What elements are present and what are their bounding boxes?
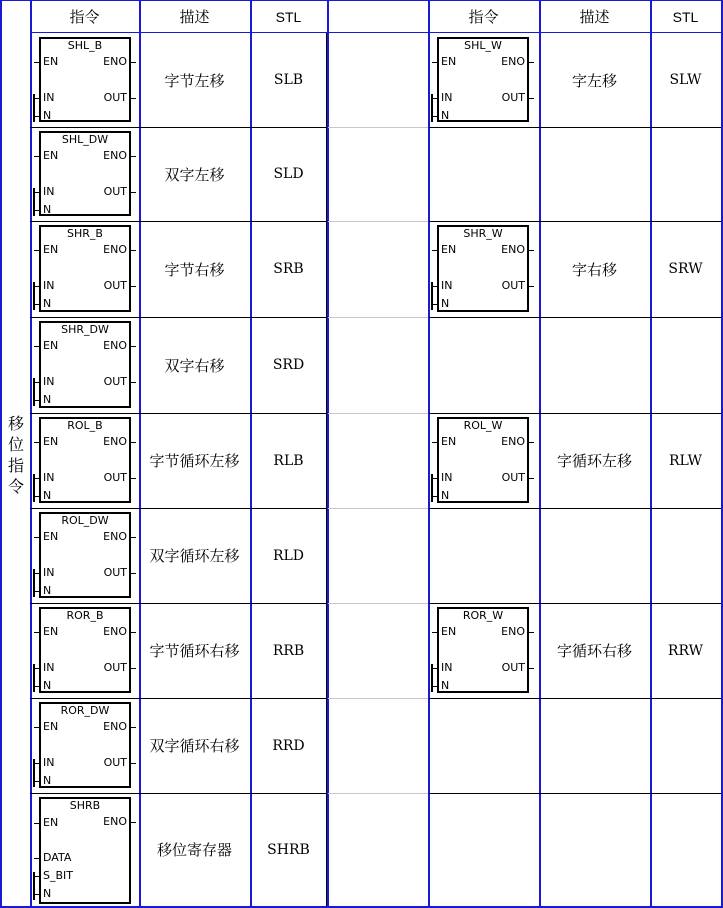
- pin-en: EN: [43, 55, 59, 68]
- pin-stub-right: [131, 286, 136, 287]
- pin-n: N: [43, 109, 52, 122]
- pin-stub-right: [131, 156, 136, 157]
- category-label: [3, 413, 29, 497]
- pin-stub-right: [131, 442, 136, 443]
- header-stl: STL: [275, 8, 302, 25]
- pin-en: EN: [43, 149, 59, 162]
- function-block[interactable]: [39, 417, 131, 503]
- block-name: ROL_B: [67, 419, 103, 432]
- grid-column-line: [327, 0, 329, 908]
- function-block[interactable]: [39, 797, 131, 904]
- pin-stub-left: [34, 250, 39, 251]
- pin-stub-right: [529, 632, 534, 633]
- power-rail: [33, 759, 35, 787]
- power-rail: [33, 94, 35, 122]
- pin-stub-right: [529, 442, 534, 443]
- stl-mnemonic: SHRB: [267, 841, 310, 858]
- pin-n: N: [43, 203, 52, 216]
- block-name: SHL_B: [67, 39, 103, 52]
- instruction-description: 字节右移: [164, 260, 225, 279]
- row-divider: [328, 317, 428, 318]
- header-stl-right: STL: [672, 8, 699, 25]
- pin-in: IN: [43, 756, 55, 769]
- pin-n: N: [43, 393, 52, 406]
- pin-in: IN: [43, 185, 55, 198]
- power-rail: [33, 188, 35, 216]
- pin-stub-left: [34, 442, 39, 443]
- block-name: ROR_W: [462, 609, 504, 622]
- pin-stub-left: [34, 346, 39, 347]
- function-block[interactable]: [39, 702, 131, 788]
- pin-out: OUT: [103, 661, 127, 674]
- instruction-description: 移位寄存器: [156, 841, 232, 859]
- row-divider: [328, 508, 428, 509]
- pin-in: IN: [43, 375, 55, 388]
- pin-out: OUT: [501, 91, 525, 104]
- block-name: ROR_DW: [60, 704, 110, 717]
- row-divider: [429, 698, 721, 699]
- stl-mnemonic: SRB: [273, 261, 304, 277]
- pin-in: IN: [43, 661, 55, 674]
- pin-out: OUT: [103, 91, 127, 104]
- power-rail: [431, 282, 433, 310]
- stl-mnemonic: RLD: [272, 547, 305, 564]
- power-rail: [431, 94, 433, 122]
- stl-mnemonic: SRW: [668, 261, 703, 277]
- pin-en: EN: [441, 625, 457, 638]
- pin-stub-right: [131, 763, 136, 764]
- pin-n: N: [441, 679, 450, 692]
- stl-mnemonic: RRB: [272, 642, 305, 659]
- pin-stub-left: [34, 537, 39, 538]
- pin-stub-right: [131, 573, 136, 574]
- pin-n: N: [43, 887, 52, 900]
- power-rail: [33, 378, 35, 406]
- instruction-description: 双字循环左移: [149, 547, 240, 565]
- pin-in: IN: [43, 91, 55, 104]
- instruction-description: 字节循环右移: [149, 642, 240, 660]
- row-divider: [328, 413, 428, 414]
- grid-column-line: [0, 0, 2, 908]
- pin-n: N: [441, 109, 450, 122]
- pin-eno: ENO: [501, 55, 525, 68]
- header-description: 描述: [179, 8, 210, 26]
- pin-stub-right: [529, 98, 534, 99]
- pin-stub-right: [131, 346, 136, 347]
- function-block[interactable]: [437, 417, 529, 503]
- pin-en: EN: [43, 530, 59, 543]
- pin-eno: ENO: [103, 149, 127, 162]
- pin-en: EN: [43, 435, 59, 448]
- power-rail: [33, 474, 35, 502]
- pin-eno: ENO: [103, 720, 127, 733]
- pin-data: DATA: [43, 851, 72, 864]
- row-divider: [429, 508, 721, 509]
- pin-n: N: [43, 297, 52, 310]
- category-char: 移: [7, 414, 24, 433]
- stl-mnemonic: SLB: [273, 72, 304, 88]
- pin-in: IN: [441, 661, 453, 674]
- pin-stub-right: [529, 286, 534, 287]
- pin-in: IN: [441, 471, 453, 484]
- pin-in: IN: [43, 471, 55, 484]
- pin-in: IN: [441, 91, 453, 104]
- instruction-description: 字循环右移: [556, 642, 632, 660]
- block-name: SHL_W: [464, 39, 502, 52]
- instruction-description: 字节左移: [164, 71, 225, 90]
- block-name: SHR_W: [463, 227, 503, 240]
- instruction-description: 双字右移: [164, 356, 225, 375]
- function-block[interactable]: [39, 607, 131, 693]
- block-name: SHRB: [69, 799, 101, 812]
- row-divider: [429, 793, 721, 794]
- power-rail: [431, 664, 433, 692]
- pin-out: OUT: [103, 471, 127, 484]
- pin-stub-right: [131, 478, 136, 479]
- pin-stub-left: [432, 442, 437, 443]
- pin-eno: ENO: [103, 435, 127, 448]
- block-name: ROL_DW: [61, 514, 109, 527]
- pin-stub-right: [131, 192, 136, 193]
- pin-eno: ENO: [501, 243, 525, 256]
- pin-stub-right: [131, 537, 136, 538]
- pin-eno: ENO: [103, 815, 127, 828]
- instruction-description: 字左移: [571, 71, 617, 90]
- pin-out: OUT: [103, 375, 127, 388]
- instruction-description: 字右移: [571, 260, 617, 279]
- row-divider: [429, 127, 721, 128]
- pin-n: N: [441, 489, 450, 502]
- pin-eno: ENO: [103, 625, 127, 638]
- pin-n: N: [43, 584, 52, 597]
- pin-en: EN: [43, 339, 59, 352]
- category-char: 位: [7, 435, 24, 454]
- instruction-description: 双字左移: [164, 165, 225, 184]
- pin-stub-left: [34, 62, 39, 63]
- function-block[interactable]: [39, 37, 131, 122]
- pin-n: N: [43, 774, 52, 787]
- pin-stub-right: [529, 478, 534, 479]
- pin-out: OUT: [103, 566, 127, 579]
- row-divider: [328, 793, 428, 794]
- function-block[interactable]: [437, 225, 529, 312]
- pin-n: N: [441, 297, 450, 310]
- pin-stub-right: [131, 727, 136, 728]
- row-divider: [328, 698, 428, 699]
- block-name: SHL_DW: [61, 133, 109, 146]
- pin-eno: ENO: [103, 530, 127, 543]
- block-name: ROL_W: [463, 419, 503, 432]
- stl-mnemonic: SLD: [273, 166, 304, 182]
- pin-stub-left: [34, 858, 39, 859]
- function-block[interactable]: [39, 512, 131, 598]
- pin-stub-left: [432, 62, 437, 63]
- instruction-description: 双字循环右移: [149, 737, 240, 755]
- pin-out: OUT: [501, 279, 525, 292]
- pin-stub-left: [34, 632, 39, 633]
- pin-stub-right: [131, 98, 136, 99]
- row-divider: [328, 221, 428, 222]
- pin-out: OUT: [501, 661, 525, 674]
- function-block[interactable]: [39, 225, 131, 312]
- header-instruction-right: 指令: [468, 8, 499, 26]
- function-block[interactable]: [39, 131, 131, 216]
- power-rail: [33, 282, 35, 310]
- pin-stub-right: [131, 382, 136, 383]
- pin-stub-right: [529, 668, 534, 669]
- category-char: 指: [7, 456, 24, 475]
- pin-out: OUT: [103, 756, 127, 769]
- pin-stub-left: [432, 250, 437, 251]
- pin-in: IN: [441, 279, 453, 292]
- pin-stub-right: [529, 62, 534, 63]
- grid-column-line: [428, 0, 430, 908]
- pin-stub-right: [131, 250, 136, 251]
- stl-mnemonic: RLW: [668, 452, 702, 469]
- pin-n: N: [43, 489, 52, 502]
- row-divider: [429, 317, 721, 318]
- instruction-description: 字节循环左移: [149, 452, 240, 470]
- pin-stub-left: [34, 823, 39, 824]
- function-block[interactable]: [437, 37, 529, 122]
- pin-stub-right: [131, 62, 136, 63]
- power-rail: [33, 569, 35, 597]
- pin-n: N: [43, 679, 52, 692]
- stl-mnemonic: RRW: [667, 642, 704, 659]
- pin-eno: ENO: [103, 243, 127, 256]
- pin-stub-right: [131, 668, 136, 669]
- pin-en: EN: [441, 55, 457, 68]
- function-block[interactable]: [437, 607, 529, 693]
- block-name: ROR_B: [66, 609, 104, 622]
- instruction-description: 字循环左移: [556, 452, 632, 470]
- pin-out: OUT: [501, 471, 525, 484]
- pin-stub-right: [131, 822, 136, 823]
- stl-mnemonic: SRD: [272, 357, 305, 373]
- pin-stub-left: [34, 727, 39, 728]
- pin-out: OUT: [103, 185, 127, 198]
- block-name: SHR_B: [67, 227, 103, 240]
- header-description-right: 描述: [579, 8, 610, 26]
- block-name: SHR_DW: [61, 323, 109, 336]
- pin-en: EN: [43, 243, 59, 256]
- power-rail: [33, 872, 35, 900]
- function-block[interactable]: [39, 321, 131, 408]
- power-rail: [33, 664, 35, 692]
- category-char: 令: [7, 477, 24, 496]
- grid-column-line: [30, 0, 32, 908]
- pin-out: OUT: [103, 279, 127, 292]
- pin-eno: ENO: [501, 625, 525, 638]
- pin-en: EN: [441, 243, 457, 256]
- pin-eno: ENO: [501, 435, 525, 448]
- row-divider: [328, 603, 428, 604]
- stl-mnemonic: RLB: [273, 452, 304, 469]
- pin-in: IN: [43, 566, 55, 579]
- pin-en: EN: [441, 435, 457, 448]
- pin-stub-right: [529, 250, 534, 251]
- stl-mnemonic: RRD: [272, 737, 305, 754]
- pin-en: EN: [43, 816, 59, 829]
- header-instruction: 指令: [69, 8, 100, 26]
- pin-stub-left: [432, 632, 437, 633]
- stl-mnemonic: SLW: [669, 72, 702, 88]
- pin-s-bit: S_BIT: [43, 869, 73, 882]
- pin-en: EN: [43, 720, 59, 733]
- pin-stub-right: [131, 632, 136, 633]
- pin-en: EN: [43, 625, 59, 638]
- pin-in: IN: [43, 279, 55, 292]
- pin-eno: ENO: [103, 55, 127, 68]
- pin-eno: ENO: [103, 339, 127, 352]
- power-rail: [431, 474, 433, 502]
- row-divider: [328, 127, 428, 128]
- pin-stub-left: [34, 156, 39, 157]
